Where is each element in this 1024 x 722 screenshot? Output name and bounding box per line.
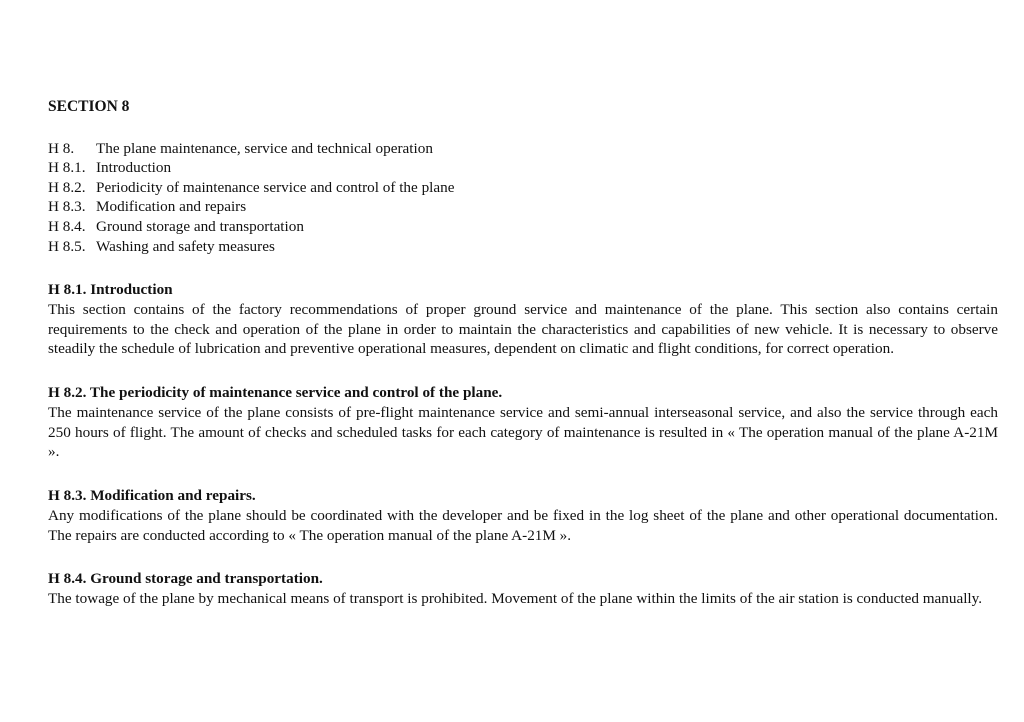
toc-item: [48, 197, 998, 217]
toc-text: Periodicity of maintenance service and control of the plane: [96, 178, 455, 196]
section-title: SECTION 8: [48, 98, 130, 115]
toc-number: H 8.3.: [48, 198, 86, 216]
section-heading: H 8.2. The periodicity of maintenance service and control of the plane.: [48, 384, 503, 402]
toc-item: [48, 139, 998, 159]
section-periodicity: [48, 383, 998, 462]
document-page: [48, 97, 998, 609]
toc-text: Introduction: [96, 159, 172, 177]
toc-text: Modification and repairs: [96, 198, 247, 216]
toc-item: [48, 217, 998, 237]
section-body: The towage of the plane by mechanical means of transport is prohibited. Movement of the plane within the limits of the air station is conducted manually.: [48, 589, 983, 607]
toc-number: H 8.2.: [48, 178, 86, 196]
toc-text: The plane maintenance, service and technical operation: [96, 139, 433, 157]
section-heading: H 8.3. Modification and repairs.: [48, 487, 256, 505]
section-body: This section contains of the factory recommendations of proper ground service and maintenance of the plane. This section also contains certain requirements to the check and operation of the plane in order to maintain the characteristics and capabilities of new vehicle. It is necessary to observe steadily the schedule of lubrication and preventive operational measures, dependent on climatic and flight conditions, for correct operation.: [48, 300, 998, 358]
toc-item: [48, 158, 998, 178]
toc-number: H 8.: [48, 139, 75, 157]
toc-text: Ground storage and transportation: [96, 217, 304, 235]
toc-number: H 8.4.: [48, 217, 86, 235]
toc-text: Washing and safety measures: [96, 237, 275, 255]
section-modification: [48, 486, 998, 545]
section-body: Any modifications of the plane should be coordinated with the developer and be fixed in the log sheet of the plane and other operational documentation. The repairs are conducted according to « The operation manual of the plane A-21M ».: [48, 506, 998, 544]
toc-number: H 8.1.: [48, 159, 86, 177]
toc-item: [48, 237, 998, 257]
section-ground-storage: [48, 569, 998, 608]
section-heading: H 8.4. Ground storage and transportation.: [48, 570, 323, 588]
section-introduction: [48, 280, 998, 359]
toc-number: H 8.5.: [48, 237, 86, 255]
table-of-contents: [48, 139, 998, 257]
toc-item: [48, 178, 998, 198]
section-heading: H 8.1. Introduction: [48, 281, 173, 299]
section-body: The maintenance service of the plane consists of pre-flight maintenance service and semi-annual interseasonal service, and also the service through each 250 hours of flight. The amount of checks and scheduled tasks for each category of maintenance is resulted in « The operation manual of the plane A-21M ».: [48, 403, 998, 461]
